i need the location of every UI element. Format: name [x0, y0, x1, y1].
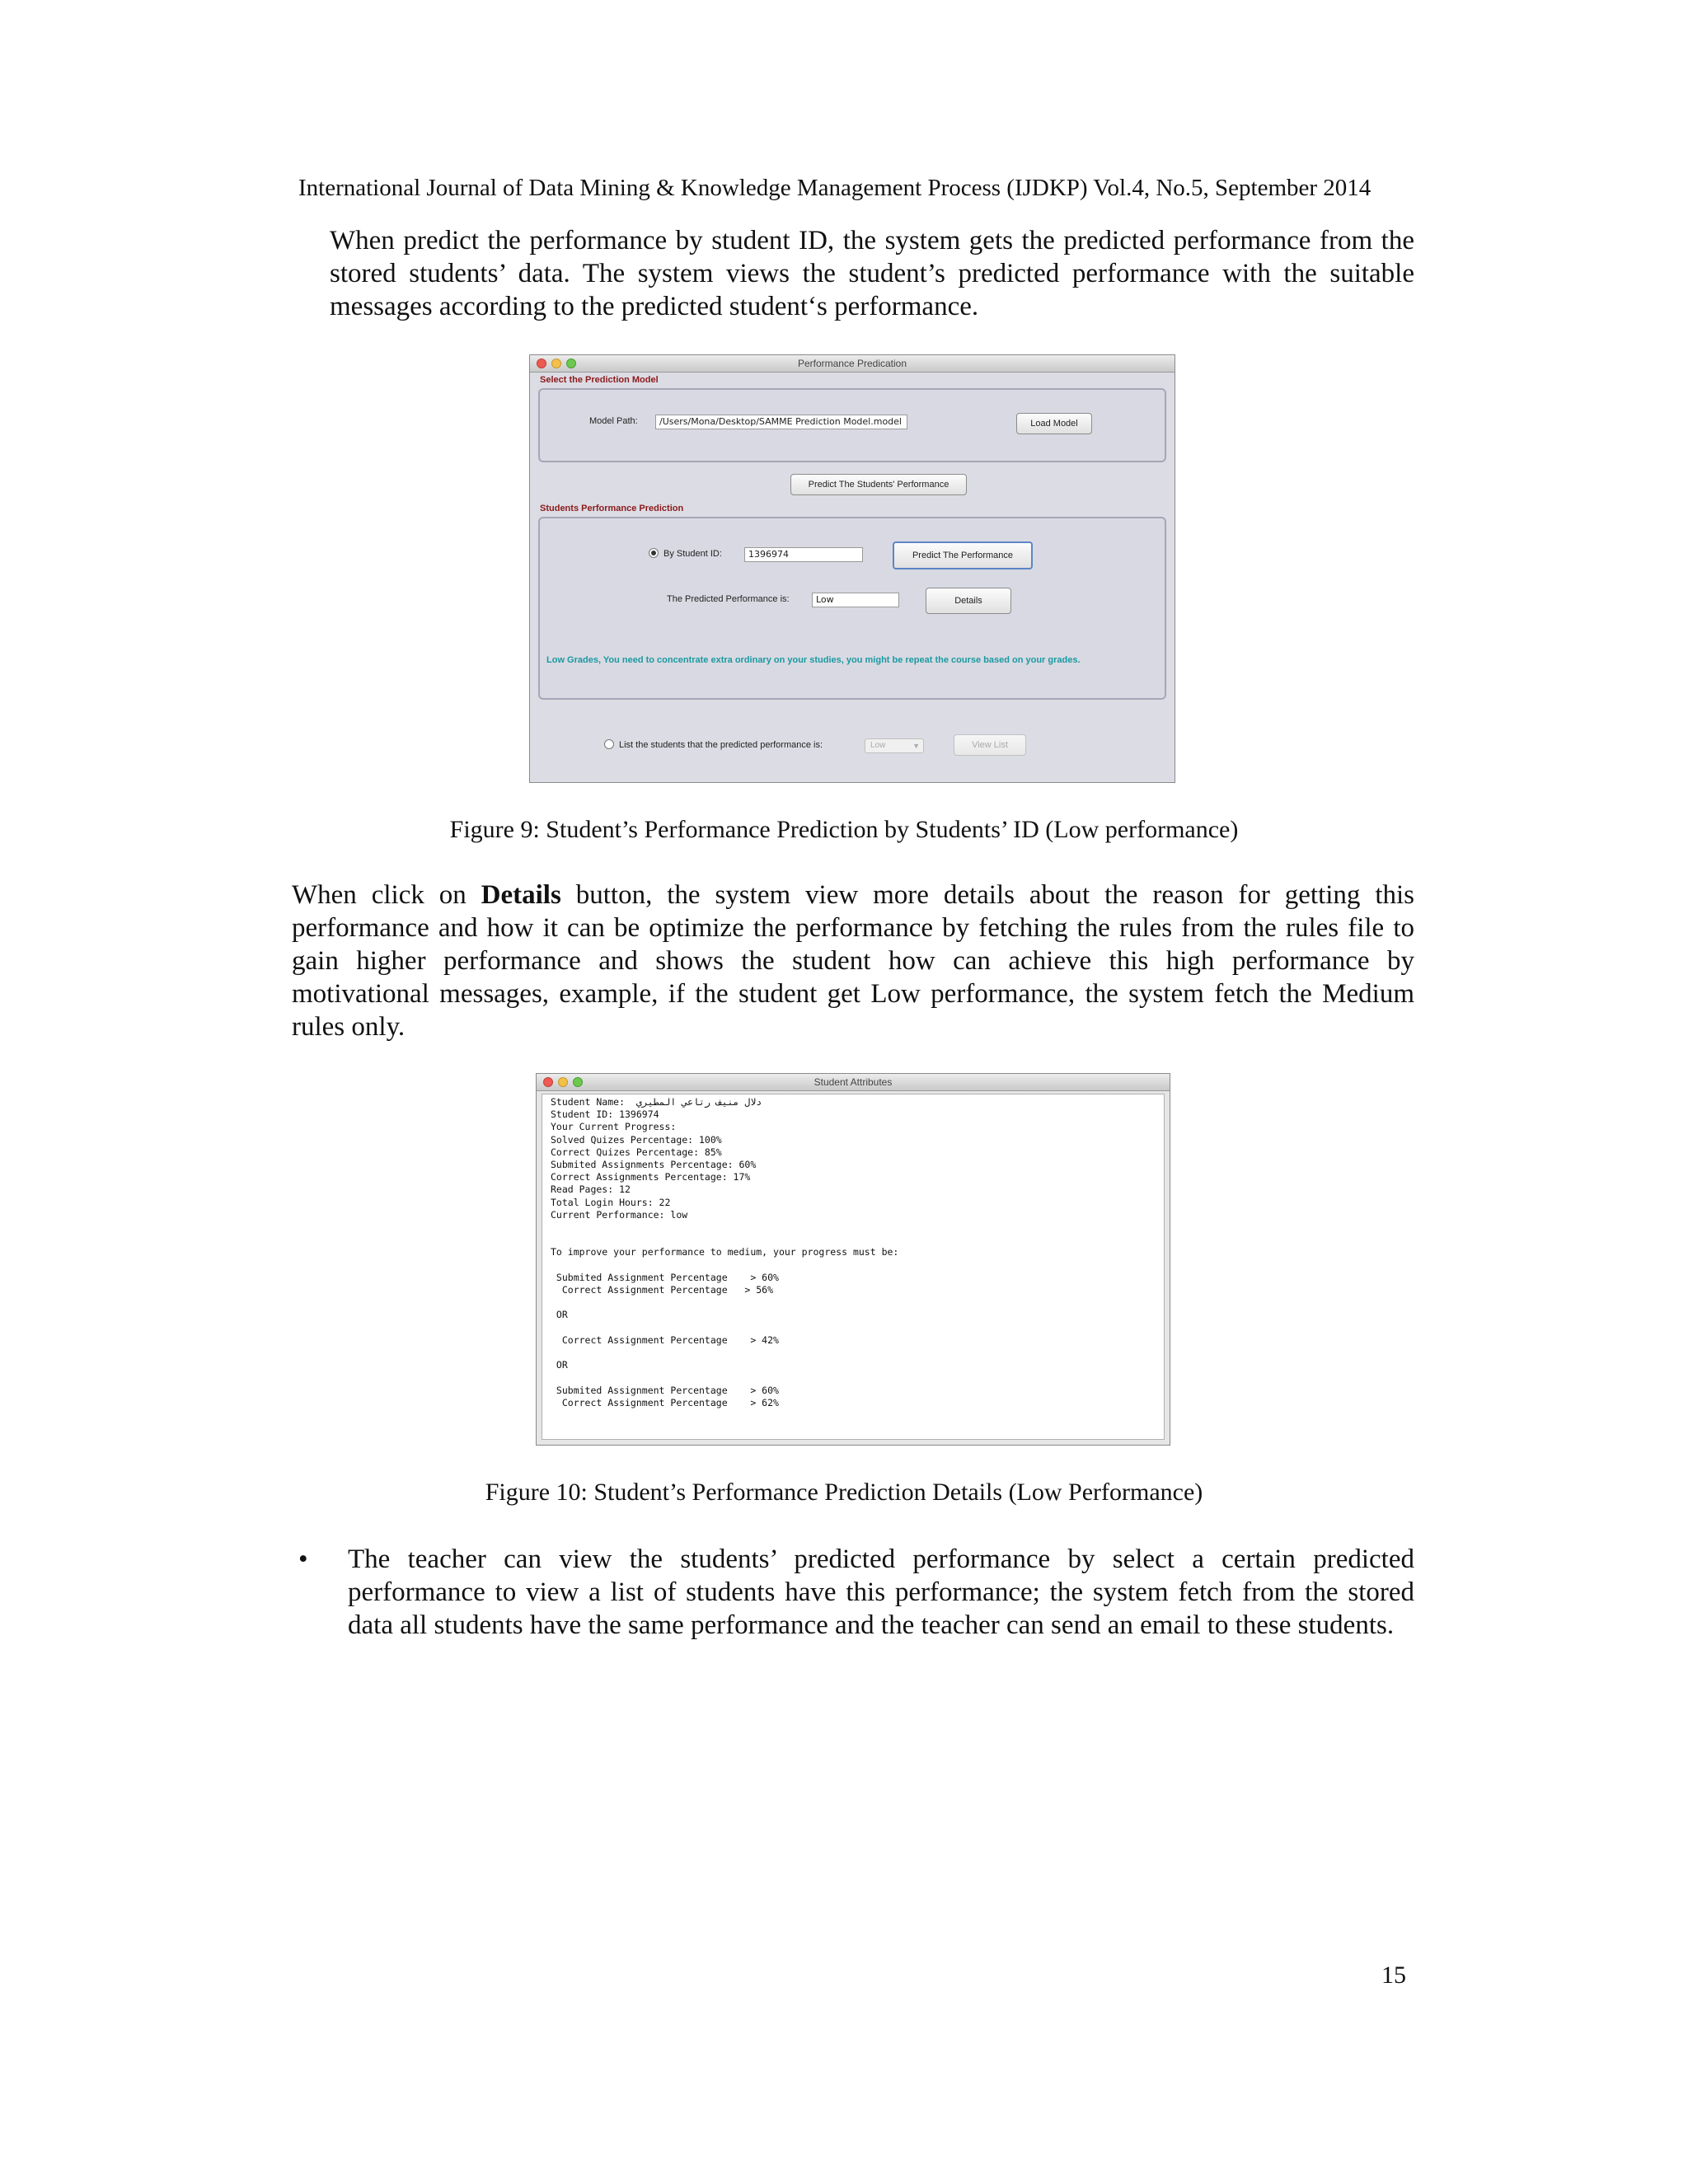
attribute-line: Submited Assignments Percentage: 60%: [551, 1159, 757, 1170]
attribute-line: Correct Assignment Percentage > 42%: [551, 1333, 779, 1346]
paragraph-predict-by-id: When predict the performance by student ID, the system gets the predicted performance from the stored students’ data. The system views the student’s predicted performance with the suitable messages according to the predicted student‘s performance.: [330, 226, 1414, 321]
attribute-line: Student Name: دلال منيف رتاعي المطيري: [551, 1096, 762, 1108]
minimize-window-icon[interactable]: [551, 359, 561, 368]
performance-level-select[interactable]: [865, 738, 924, 753]
paragraph2-before: When click on: [292, 880, 481, 910]
attribute-line: Student ID: 1396974: [551, 1108, 659, 1121]
attribute-line: Submited Assignment Percentage > 60%: [551, 1271, 779, 1283]
section-select-model-label: Select the Prediction Model: [540, 375, 659, 385]
bullet-paragraph-teacher: The teacher can view the students’ predicted performance by select a certain predicted performance to view a list of students have this performance; the system fetch from the stored data all students have the same performance and the teacher can send an email to these students.: [348, 1544, 1414, 1640]
attribute-line: OR: [551, 1309, 568, 1321]
close-window-icon[interactable]: [543, 1077, 553, 1087]
bullet-icon: •: [298, 1544, 308, 1574]
window-titlebar: [537, 1074, 1170, 1091]
attribute-line: Submited Assignment Percentage > 60%: [551, 1384, 779, 1396]
prediction-message: Low Grades, You need to concentrate extra ordinary on your studies, you might be repeat the course based on your grades.: [546, 655, 1081, 665]
chevron-down-icon: ▼: [912, 742, 920, 750]
attribute-line: Read Pages: 12: [551, 1183, 631, 1196]
attribute-line: Correct Quizes Percentage: 85%: [551, 1146, 722, 1158]
list-students-label: List the students that the predicted performance is:: [619, 740, 823, 750]
attribute-line: Correct Assignment Percentage > 62%: [551, 1396, 779, 1408]
students-prediction-group: [538, 517, 1166, 700]
predict-students-performance-button[interactable]: Predict The Students' Performance: [790, 474, 967, 495]
attribute-line: Correct Assignments Percentage: 17%: [551, 1171, 751, 1183]
attribute-line: Correct Assignment Percentage > 56%: [551, 1284, 774, 1296]
attribute-line: Solved Quizes Percentage: 100%: [551, 1133, 722, 1146]
performance-level-selected: Low: [870, 741, 886, 750]
close-window-icon[interactable]: [537, 359, 546, 368]
predicted-performance-label: The Predicted Performance is:: [667, 594, 790, 604]
window-title: Performance Predication: [797, 358, 907, 369]
details-button[interactable]: Details: [926, 588, 1011, 614]
journal-header: International Journal of Data Mining & Knowledge Management Process (IJDKP) Vol.4, No.5, September 2014: [298, 175, 1372, 201]
figure-9-caption: Figure 9: Student’s Performance Prediction by Students’ ID (Low performance): [449, 816, 1239, 843]
paragraph2-after: button, the system view more details about the reason for getting this performance and how it can be optimize the performance by fetching the rules from the rules file to gain higher performance and shows the student how can achieve this high performance by motivational messages, example, if the student get Low performance, the system fetch the Medium rules only.: [292, 880, 1414, 1042]
list-students-radio[interactable]: [604, 739, 614, 749]
load-model-button[interactable]: Load Model: [1016, 413, 1092, 434]
student-attributes-text-area[interactable]: [542, 1094, 1165, 1440]
attribute-line: OR: [551, 1359, 568, 1371]
model-path-label: Model Path:: [589, 416, 638, 426]
attribute-line: To improve your performance to medium, your progress must be:: [551, 1246, 899, 1258]
page-number: 15: [1381, 1961, 1406, 1989]
zoom-window-icon[interactable]: [573, 1077, 583, 1087]
attribute-line: Total Login Hours: 22: [551, 1196, 671, 1208]
figure-10-caption: Figure 10: Student’s Performance Prediction Details (Low Performance): [485, 1479, 1203, 1506]
zoom-window-icon[interactable]: [566, 359, 576, 368]
student-attributes-window: [536, 1073, 1170, 1446]
by-student-id-radio[interactable]: [649, 548, 659, 558]
predict-performance-button[interactable]: Predict The Performance: [893, 541, 1033, 569]
radio-selected-dot-icon: [651, 551, 656, 555]
performance-prediction-window: [529, 354, 1175, 783]
attribute-line: Your Current Progress:: [551, 1121, 677, 1133]
minimize-window-icon[interactable]: [558, 1077, 568, 1087]
by-student-id-label: By Student ID:: [663, 549, 722, 559]
window-title: Student Attributes: [814, 1076, 893, 1088]
window-titlebar: [530, 355, 1175, 373]
student-id-input[interactable]: 1396974: [744, 547, 863, 562]
section-students-prediction-label: Students Performance Prediction: [540, 504, 684, 513]
predicted-performance-field[interactable]: Low: [812, 593, 899, 607]
view-list-button[interactable]: View List: [954, 734, 1026, 756]
paragraph2-bold-details: Details: [481, 880, 561, 910]
model-path-input[interactable]: /Users/Mona/Desktop/SAMME Prediction Model.model: [655, 415, 907, 429]
attribute-line: Current Performance: low: [551, 1208, 688, 1221]
paragraph-details-button: [292, 879, 1414, 1043]
